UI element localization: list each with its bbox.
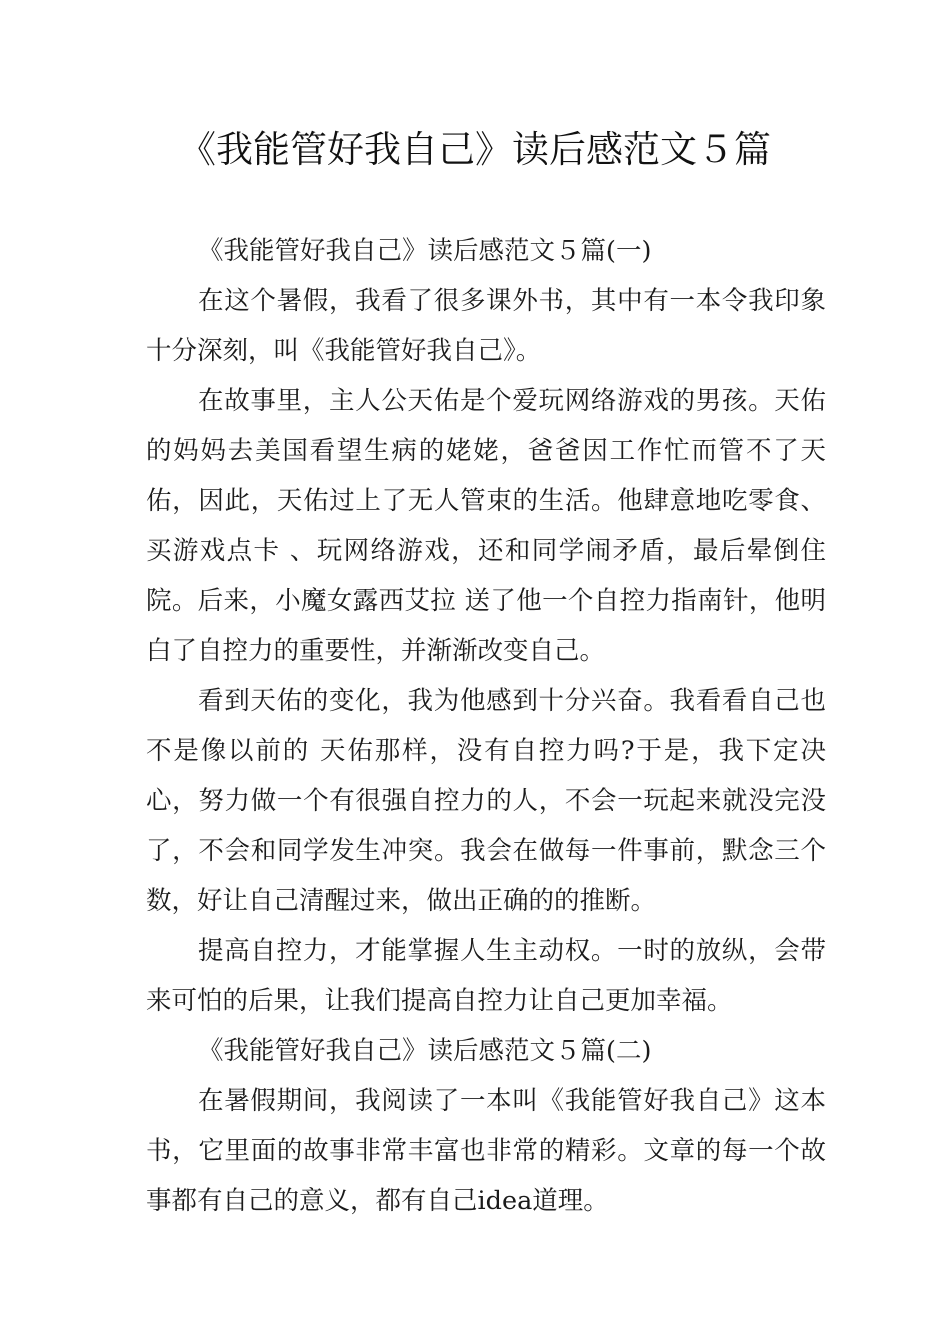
- paragraph: 在这个暑假，我看了很多课外书，其中有一本令我印象十分深刻，叫《我能管好我自己》。: [146, 286, 826, 366]
- paragraph: 在暑假期间，我阅读了一本叫《我能管好我自己》这本书，它里面的故事非常丰富也非常的精彩。文章的每一个故事都有自己的意义，都有自己idea道理。: [146, 1086, 826, 1216]
- document-title: 《我能管好我自己》读后感范文５篇: [179, 128, 771, 171]
- section-heading-1: 《我能管好我自己》读后感范文５篇(一): [198, 236, 652, 266]
- paragraph: 看到天佑的变化，我为他感到十分兴奋。我看看自己也不是像以前的 天佑那样，没有自控力吗?于是，我下定决心，努力做一个有很强自控力的人，不会一玩起来就没完没了，不会和同学发生冲突。我会在做每一件事前，默念三个数，好让自己清醒过来，做出正确的的推断。: [146, 686, 826, 916]
- paragraph: 在故事里，主人公天佑是个爱玩网络游戏的男孩。天佑的妈妈去美国看望生病的姥姥，爸爸因工作忙而管不了天佑，因此，天佑过上了无人管束的生活。他肆意地吃零食、买游戏点卡 、玩网络游戏，还和同学闹矛盾，最后晕倒住院。后来，小魔女露西艾拉 送了他一个自控力指南针，他明白了自控力的重要性，并渐渐改变自己。: [146, 386, 826, 666]
- paragraph: 提高自控力，才能掌握人生主动权。一时的放纵，会带来可怕的后果，让我们提高自控力让自己更加幸福。: [146, 936, 826, 1016]
- section-heading-2: 《我能管好我自己》读后感范文５篇(二): [198, 1036, 652, 1066]
- document-body: [146, 226, 826, 1226]
